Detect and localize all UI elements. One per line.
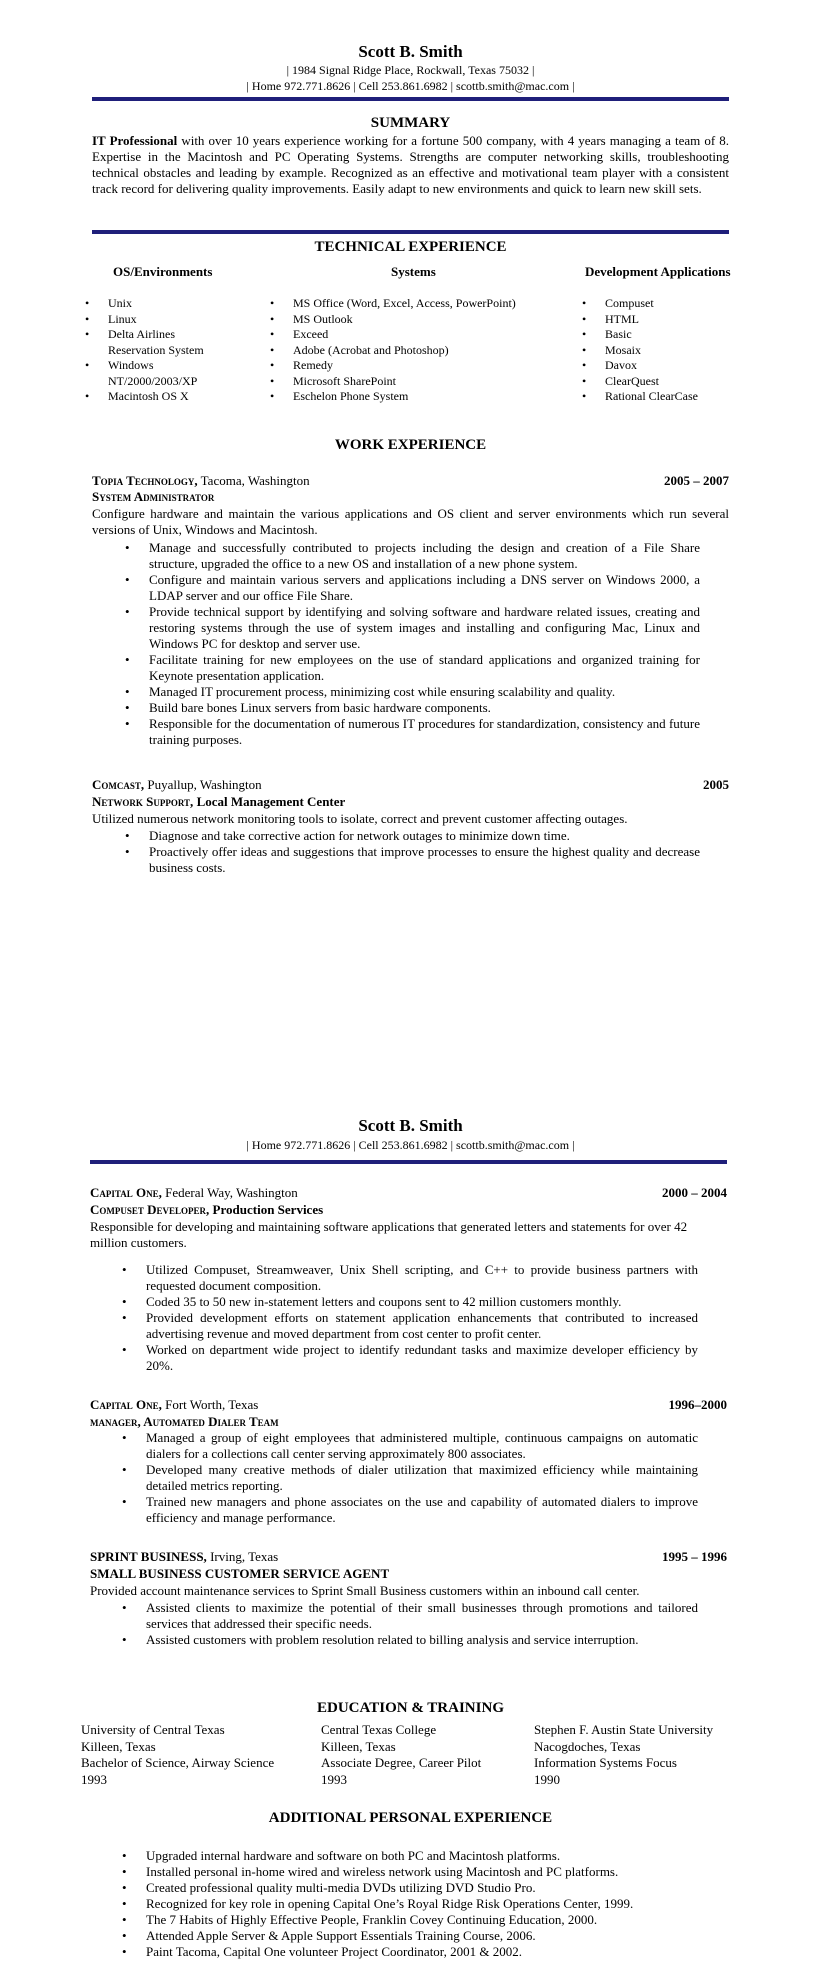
company-name: Topia Technology, [92, 473, 198, 488]
additional-list [146, 1848, 726, 1960]
summary-rule [92, 230, 729, 234]
additional-heading: ADDITIONAL PERSONAL EXPERIENCE [268, 1810, 553, 1826]
education-col-1 [81, 1722, 274, 1788]
job-title-rest: Local Management Center [193, 794, 346, 809]
list-item: • Mosaix [605, 343, 785, 359]
contact-line: | Home 972.771.8626 | Cell 253.861.6982 | scottb.smith@mac.com | [246, 79, 575, 93]
company-name: SPRINT BUSINESS, [90, 1549, 207, 1564]
school-place: Killeen, Texas [321, 1738, 396, 1754]
list-item: • Basic [605, 327, 785, 343]
list-item: • Responsible for the documentation of numerous IT procedures for standardization, consistency and future training purposes. [149, 716, 700, 748]
list-item: • Manage and successfully contributed to projects including the design and creation of a File Share structure, upgraded the office to a new OS and installation of a new phone system. [149, 540, 700, 572]
summary-lead: IT Professional [92, 133, 178, 148]
school-year: 1993 [81, 1771, 107, 1787]
job-capone-fw-employer [90, 1185, 298, 1201]
education-col-2 [321, 1722, 481, 1788]
job-comcast-description: Utilized numerous network monitoring tools to isolate, correct and prevent customer affecting outages. [92, 811, 628, 826]
job-topia-title: System Administrator [92, 489, 215, 504]
list-item: • Facilitate training for new employees on the use of standard applications and organized training for Keynote presentation application. [149, 652, 700, 684]
summary-body: with over 10 years experience working for a fortune 500 company, with 4 years managing a team of 8. Expertise in the Macintosh and PC Operating Systems. Strengths are computer networking skills, troubleshooting technical obstacles and leading by example. Recognized as an effective and motivational team player with a consistent track record for delivering quality improvements. Easily adapt to new environments and quick to learn new skill sets. [92, 133, 729, 196]
list-item: • Compuset [605, 296, 785, 312]
list-item: • Paint Tacoma, Capital One volunteer Project Coordinator, 2001 & 2002. [146, 1944, 726, 1960]
job-comcast-bullets [149, 828, 700, 876]
list-item: • Configure and maintain various servers and applications including a DNS server on Windows 2000, a LDAP server and our office File Share. [149, 572, 700, 604]
list-item: • Utilized Compuset, Streamweaver, Unix Shell scripting, and C++ to provide business partners with requested document composition. [146, 1262, 698, 1294]
resume-name-page2: Scott B. Smith [358, 1116, 463, 1135]
tech-col-title-os: OS/Environments [113, 264, 213, 279]
list-item: • Eschelon Phone System [293, 389, 583, 405]
job-topia-bullets [149, 540, 700, 748]
resume-name: Scott B. Smith [358, 42, 463, 61]
job-capone-fw-bullets [146, 1262, 698, 1374]
address-line: | 1984 Signal Ridge Place, Rockwall, Texas 75032 | [286, 63, 535, 77]
school-name: Stephen F. Austin State University [534, 1722, 714, 1737]
contact-line-page2: | Home 972.771.8626 | Cell 253.861.6982 | scottb.smith@mac.com | [246, 1138, 575, 1152]
list-item: • Assisted customers with problem resolution related to billing analysis and service interruption. [146, 1632, 698, 1648]
job-capone-fw-title [90, 1202, 323, 1218]
work-heading: WORK EXPERIENCE [334, 437, 487, 453]
job-title-rest: Production Services [209, 1202, 324, 1217]
list-item: • Upgraded internal hardware and software on both PC and Macintosh platforms. [146, 1848, 726, 1864]
tech-list-os [108, 296, 233, 405]
school-degree: Associate Degree, Career Pilot [321, 1755, 482, 1770]
list-item: • Managed a group of eight employees that administered multiple, continuous campaigns on automatic dialers for a collections call center serving approximately 800 associates. [146, 1430, 698, 1462]
job-capone-ftw-dates: 1996–2000 [668, 1397, 727, 1412]
list-item: • Windows NT/2000/2003/XP [108, 358, 233, 389]
school-degree: Information Systems Focus [534, 1755, 677, 1770]
list-item: • HTML [605, 312, 785, 328]
list-item: • Recognized for key role in opening Capital One’s Royal Ridge Risk Operations Center, 1999. [146, 1896, 726, 1912]
job-comcast-title [92, 794, 345, 810]
list-item: • Installed personal in-home wired and wireless network using Macintosh and PC platforms. [146, 1864, 726, 1880]
list-item: • Provided development efforts on statement application enhancements that contributed to increased advertising revenue and moved department from cost center to profit center. [146, 1310, 698, 1342]
list-item: • Worked on department wide project to identify redundant tasks and maximize developer efficiency by 20%. [146, 1342, 698, 1374]
tech-list-dev [605, 296, 785, 405]
list-item: • Davox [605, 358, 785, 374]
job-comcast-employer [92, 777, 262, 793]
list-item: • Exceed [293, 327, 583, 343]
list-item: • Adobe (Acrobat and Photoshop) [293, 343, 583, 359]
tech-col-title-systems: Systems [391, 264, 436, 279]
job-sprint-dates: 1995 – 1996 [662, 1549, 727, 1564]
job-capone-fw-dates: 2000 – 2004 [662, 1185, 727, 1200]
school-name: Central Texas College [321, 1722, 437, 1737]
company-name: Capital One, [90, 1397, 162, 1412]
school-name: University of Central Texas [81, 1722, 225, 1737]
education-heading: EDUCATION & TRAINING [317, 1700, 504, 1716]
list-item: • Macintosh OS X [108, 389, 233, 405]
list-item: • Managed IT procurement process, minimizing cost while ensuring scalability and quality. [149, 684, 700, 700]
school-degree: Bachelor of Science, Airway Science [81, 1755, 275, 1770]
technical-heading: TECHNICAL EXPERIENCE [314, 239, 507, 255]
job-capone-ftw-bullets [146, 1430, 698, 1526]
list-item: • Build bare bones Linux servers from basic hardware components. [149, 700, 700, 716]
job-sprint-description: Provided account maintenance services to Sprint Small Business customers within an inbound call center. [90, 1583, 640, 1598]
tech-list-systems [293, 296, 583, 405]
list-item: • Delta Airlines Reservation System [108, 327, 233, 358]
company-location: Puyallup, Washington [144, 777, 262, 792]
job-title: Network Support, [92, 794, 194, 809]
job-topia-description: Configure hardware and maintain the various applications and OS client and server environments which run several versions of Unix, Windows and Macintosh. [92, 506, 729, 537]
list-item: • Provide technical support by identifying and solving software and hardware related issues, creating and restoring systems through the use of system images and installing and configuring Mac, Linux and Windows PC for desktop and server use. [149, 604, 700, 652]
job-sprint-employer [90, 1549, 278, 1565]
list-item: • Rational ClearCase [605, 389, 785, 405]
list-item: • Microsoft SharePoint [293, 374, 583, 390]
list-item: • The 7 Habits of Highly Effective People, Franklin Covey Continuing Education, 2000. [146, 1912, 726, 1928]
summary-text [92, 133, 729, 197]
job-sprint-title: SMALL BUSINESS CUSTOMER SERVICE AGENT [90, 1566, 390, 1581]
job-comcast-dates: 2005 [703, 777, 729, 792]
list-item: • Unix [108, 296, 233, 312]
job-title: Compuset Developer, [90, 1202, 210, 1217]
list-item: • MS Outlook [293, 312, 583, 328]
school-place: Nacogdoches, Texas [534, 1738, 641, 1754]
company-name: Capital One, [90, 1185, 162, 1200]
list-item: • Linux [108, 312, 233, 328]
list-item: • Created professional quality multi-media DVDs utilizing DVD Studio Pro. [146, 1880, 726, 1896]
school-year: 1993 [321, 1771, 347, 1787]
list-item: • Remedy [293, 358, 583, 374]
education-col-3 [534, 1722, 713, 1788]
job-capone-fw-description: Responsible for developing and maintaining software applications that generated letters and statements for over 42 million customers. [90, 1219, 688, 1250]
header-rule-page2 [90, 1160, 727, 1164]
list-item: • Developed many creative methods of dialer utilization that maximized efficiency while maintaining detailed metrics reporting. [146, 1462, 698, 1494]
job-capone-ftw-title: manager, Automated Dialer Team [90, 1414, 279, 1429]
list-item: • Diagnose and take corrective action for network outages to minimize down time. [149, 828, 700, 844]
list-item: • Attended Apple Server & Apple Support Essentials Training Course, 2006. [146, 1928, 726, 1944]
company-location: Tacoma, Washington [197, 473, 310, 488]
job-capone-ftw-employer [90, 1397, 258, 1413]
header-rule [92, 97, 729, 101]
job-topia-employer [92, 473, 310, 489]
list-item: • Coded 35 to 50 new in-statement letters and coupons sent to 42 million customers monthly. [146, 1294, 698, 1310]
list-item: • Proactively offer ideas and suggestions that improve processes to ensure the highest quality and decrease business costs. [149, 844, 700, 876]
company-location: Fort Worth, Texas [161, 1397, 259, 1412]
company-name: Comcast, [92, 777, 145, 792]
job-sprint-bullets [146, 1600, 698, 1648]
list-item: • Assisted clients to maximize the potential of their small businesses through promotions and tailored services that addressed their specific needs. [146, 1600, 698, 1632]
school-year: 1990 [534, 1771, 560, 1787]
list-item: • Trained new managers and phone associates on the use and capability of automated dialers to improve efficiency and manage performance. [146, 1494, 698, 1526]
list-item: • MS Office (Word, Excel, Access, PowerPoint) [293, 296, 583, 312]
summary-heading: SUMMARY [370, 115, 451, 131]
company-location: Federal Way, Washington [161, 1185, 298, 1200]
list-item: • ClearQuest [605, 374, 785, 390]
tech-col-title-dev: Development Applications [585, 264, 731, 279]
company-location: Irving, Texas [206, 1549, 279, 1564]
job-topia-dates: 2005 – 2007 [664, 473, 729, 488]
school-place: Killeen, Texas [81, 1738, 156, 1754]
